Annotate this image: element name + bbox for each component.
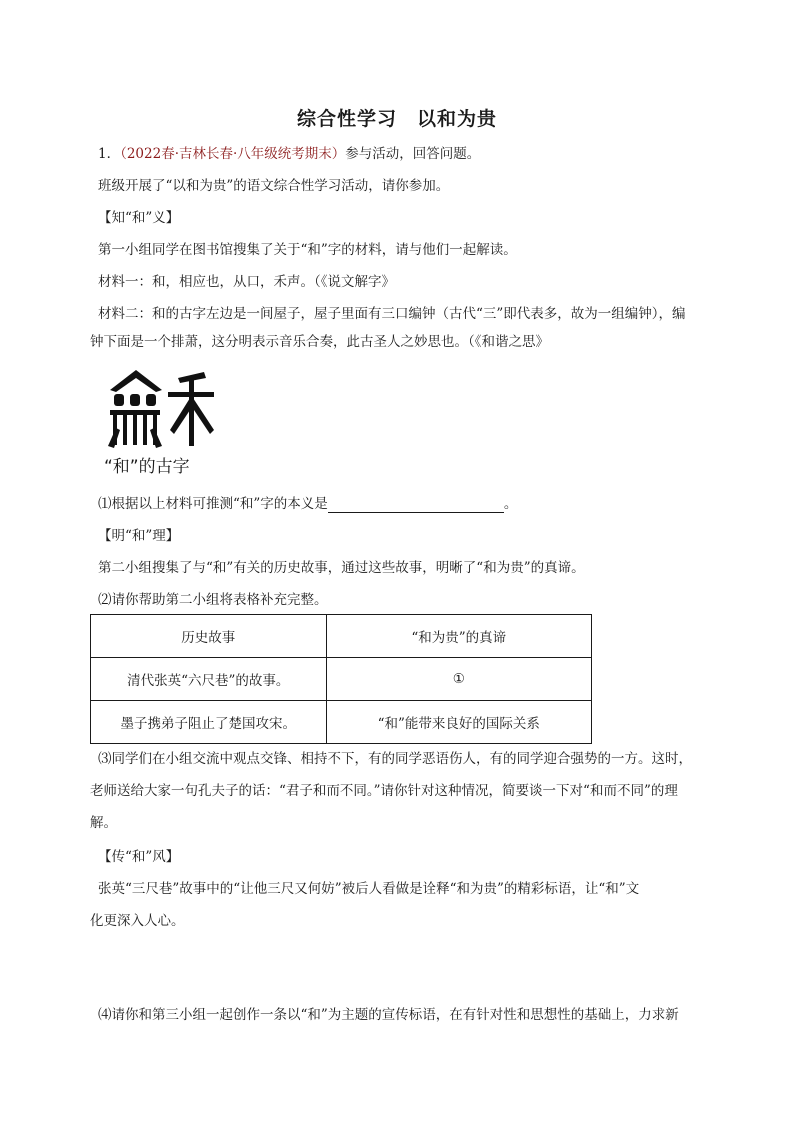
section3-text-line1: 张英“三尺巷”故事中的“让他三尺又何妨”被后人看做是诠释“和为贵”的精彩标语，让“和”文 (98, 881, 640, 897)
table-header-story: 历史故事 (91, 615, 327, 658)
activity-intro: 班级开展了“以和为贵”的语文综合性学习活动，请你参加。 (98, 178, 450, 194)
table-cell: “和”能带来良好的国际关系 (326, 701, 591, 744)
material-two-line1: 材料二：和的古字左边是一间屋子，屋子里面有三口编钟（古代“三”即代表多，故为一组编钟），编 (98, 306, 686, 322)
question-4: ⑷请你和第三小组一起创作一条以“和”为主题的宣传标语，在有针对性和思想性的基础上，力求新 (98, 1007, 679, 1023)
table-header-row (91, 615, 592, 658)
question-source-link[interactable]: （2022春·吉林长春·八年级统考期末） (120, 146, 346, 162)
table-cell: 清代张英“六尺巷”的故事。 (91, 658, 327, 701)
table-cell: 墨子携弟子阻止了楚国攻宋。 (91, 701, 327, 744)
question-1-sub1 (98, 495, 517, 513)
q1-end: 。 (503, 496, 518, 512)
history-story-table (90, 614, 592, 744)
question-3-line3: 解。 (90, 815, 117, 831)
table-row (91, 658, 592, 701)
question-2: ⑵请你帮助第二小组将表格补充完整。 (98, 592, 328, 608)
question-1-header (98, 145, 480, 163)
question-3-line1: ⑶同学们在小组交流中观点交锋、相持不下，有的同学恶语伤人，有的同学迎合强势的一方。这时， (98, 751, 692, 767)
section-heading-spread: 【传“和”风】 (98, 849, 180, 865)
question-prompt: 参与活动，回答问题。 (345, 146, 481, 162)
section1-text: 第一小组同学在图书馆搜集了关于“和”字的材料，请与他们一起解读。 (98, 242, 517, 258)
answer-blank[interactable] (328, 498, 504, 513)
section-heading-know: 【知“和”义】 (98, 210, 180, 226)
section-heading-understand: 【明“和”理】 (98, 528, 180, 544)
table-header-truth: “和为贵”的真谛 (326, 615, 591, 658)
section3-text-line2: 化更深入人心。 (90, 913, 185, 929)
question-number: 1． (98, 146, 121, 162)
q1-text: ⑴根据以上材料可推测“和”字的本义是 (98, 496, 328, 512)
glyph-caption: “和”的古字 (104, 457, 190, 477)
material-one: 材料一：和，相应也，从口，禾声。（《说文解字》 (98, 274, 395, 290)
table-cell-answer[interactable]: ① (326, 658, 591, 701)
section2-text: 第二小组搜集了与“和”有关的历史故事，通过这些故事，明晰了“和为贵”的真谛。 (98, 560, 585, 576)
page-title: 综合性学习 以和为贵 (296, 108, 497, 130)
table-row (91, 701, 592, 744)
material-two-line2: 钟下面是一个排萧，这分明表示音乐合奏，此古圣人之妙思也。（《和谐之思》 (90, 334, 549, 350)
ancient-he-glyph-image (108, 368, 218, 448)
question-3-line2: 老师送给大家一句孔夫子的话：“君子和而不同。”请你针对这种情况，简要谈一下对“和而不同”的理 (90, 783, 678, 799)
